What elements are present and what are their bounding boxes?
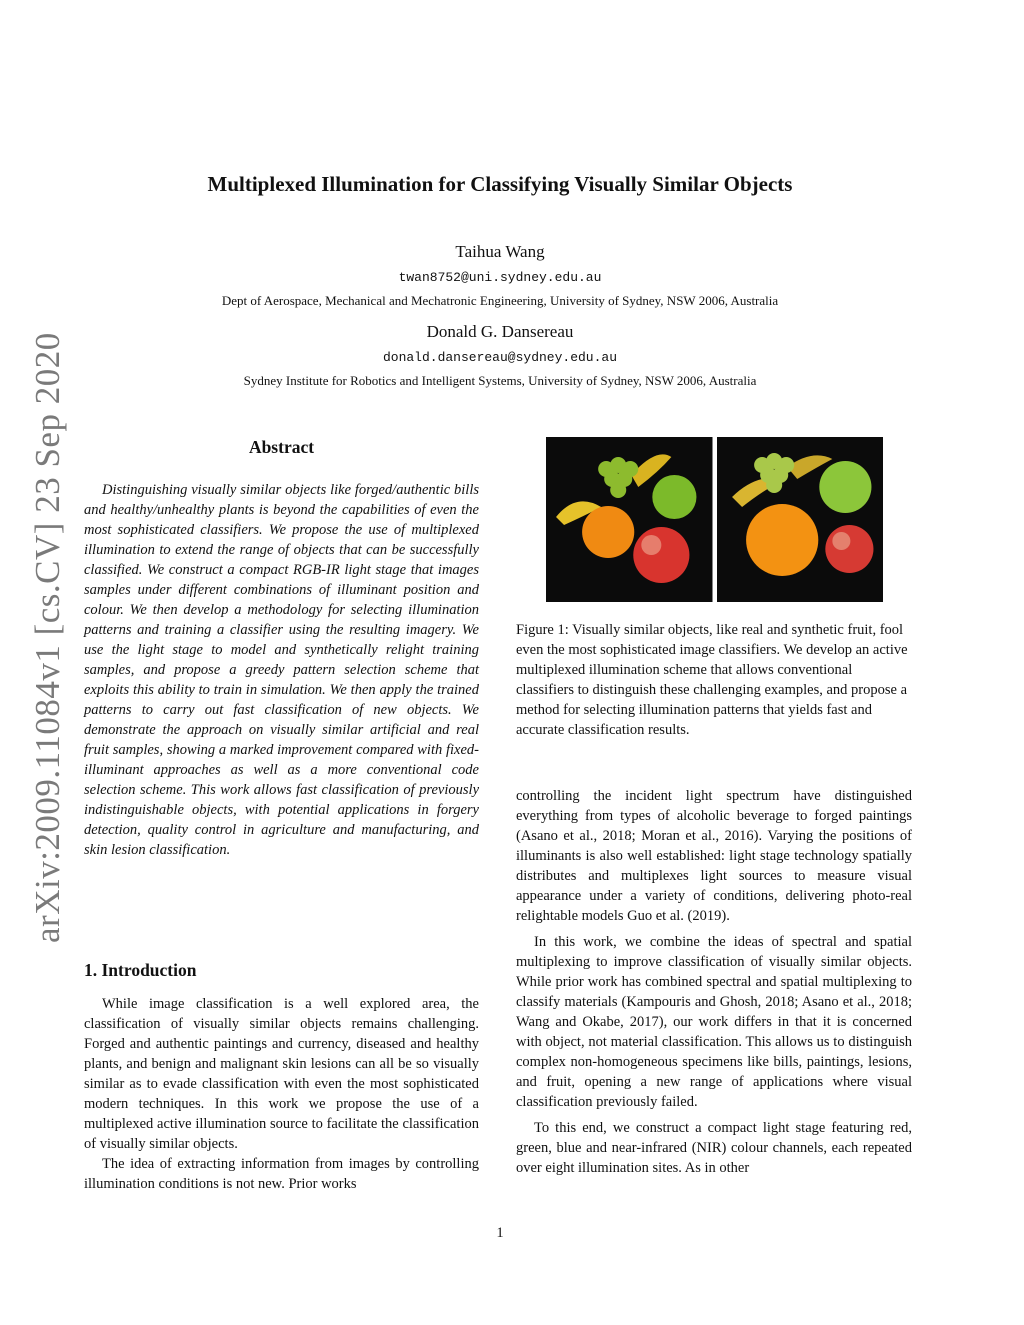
author-name: Taihua Wang [455,242,545,261]
paper-title: Multiplexed Illumination for Classifying Visually Similar Objects [207,172,793,196]
intro-paragraph: While image classification is a well explored area, the classification of visually similar objects remains challenging. Forged and authentic paintings and currency, diseased and healthy plants, and benign and malignant skin lesions can all be so visually similar as to evade classification with even the most sophisticated modern techniques. In this work we propose the use of a multiplexed active illumination source to facilitate the classification of visually similar objects. [84,996,479,1152]
fruit-photo-real [717,437,884,602]
body-paragraph: controlling the incident light spectrum have distinguished everything from types of alcoholic beverage to forged paintings (Asano et al., 2018; Moran et al., 2016). Varying the positions of illuminants is also well established: light stage technology spatially distributes and multiplexes light sources to measure visual appearance under a variety of conditions, delivering photo-real relightable models Guo et al. (2019). [516,788,912,924]
abstract-heading: Abstract [248,437,315,457]
author-name: Donald G. Dansereau [426,322,574,341]
intro-paragraph: The idea of extracting information from images by controlling illumination conditions is not new. Prior works [84,1156,479,1192]
figure-1-caption-block [516,620,912,740]
abstract-body [84,480,479,860]
figure-1-image [546,437,883,602]
right-column [516,786,912,1178]
fruit-photo-artificial [546,437,713,602]
body-paragraph: In this work, we combine the ideas of spectral and spatial multiplexing to improve classification of visually similar objects. While prior work has combined spectral and spatial multiplexing to classify materials (Kampouris and Ghosh, 2018; Asano et al., 2018; Wang and Okabe, 2017), our work differs in that it is concerned with object, not material classification. This allows us to distinguish complex non-homogeneous specimens like bills, paintings, lesions, and fruit, opening a new range of applications where visual classification previously failed. [516,934,912,1110]
page-number: 1 [496,1225,504,1241]
body-paragraph: To this end, we construct a compact light stage featuring red, green, blue and near-infrared (NIR) colour channels, each repeated over eight illumination sites. As in other [516,1120,912,1176]
author-email[interactable]: twan8752@uni.sydney.edu.au [398,270,602,285]
section-heading: 1. Introduction [84,960,197,980]
arxiv-stamp: arXiv:2009.11084v1 [cs.CV] 23 Sep 2020 [28,332,67,943]
figure-caption: Figure 1: Visually similar objects, like real and synthetic fruit, fool even the most sophisticated image classifiers. We develop an active multiplexed illumination scheme that allows conventional classifiers to distinguish these challenging examples, and propose a method for selecting illumination patterns that yields fast and accurate classification results. [516,622,908,738]
abstract-text: Distinguishing visually similar objects like forged/authentic bills and healthy/unhealthy plants is beyond the capabilities of even the most sophisticated classifiers. We propose the use of multiplexed illumination to extend the range of objects that can be successfully classified. We construct a compact RGB-IR light stage that images samples under different combinations of illuminant position and colour. We then develop a methodology for selecting illumination patterns and training a classifier using the resulting imagery. We use the light stage to model and synthetically relight training samples, and propose a greedy pattern selection scheme that exploits this ability to train in simulation. We then apply the trained patterns to carry out fast classification of new objects. We demonstrate the approach on visually similar artificial and real fruit samples, showing a marked improvement compared with fixed-illuminant approaches as well as a more conventional code selection scheme. This work allows fast classification of previously indistinguishable objects, with potential applications in forgery detection, quality control in agriculture and manufacturing, and skin lesion classification. [84,482,479,858]
intro-column [84,994,479,1194]
author-email[interactable]: donald.dansereau@sydney.edu.au [382,350,618,365]
author-affiliation: Dept of Aerospace, Mechanical and Mechatronic Engineering, University of Sydney, NSW 2006, Australia [221,293,779,308]
author-affiliation: Sydney Institute for Robotics and Intelligent Systems, University of Sydney, NSW 2006, Australia [243,373,757,388]
